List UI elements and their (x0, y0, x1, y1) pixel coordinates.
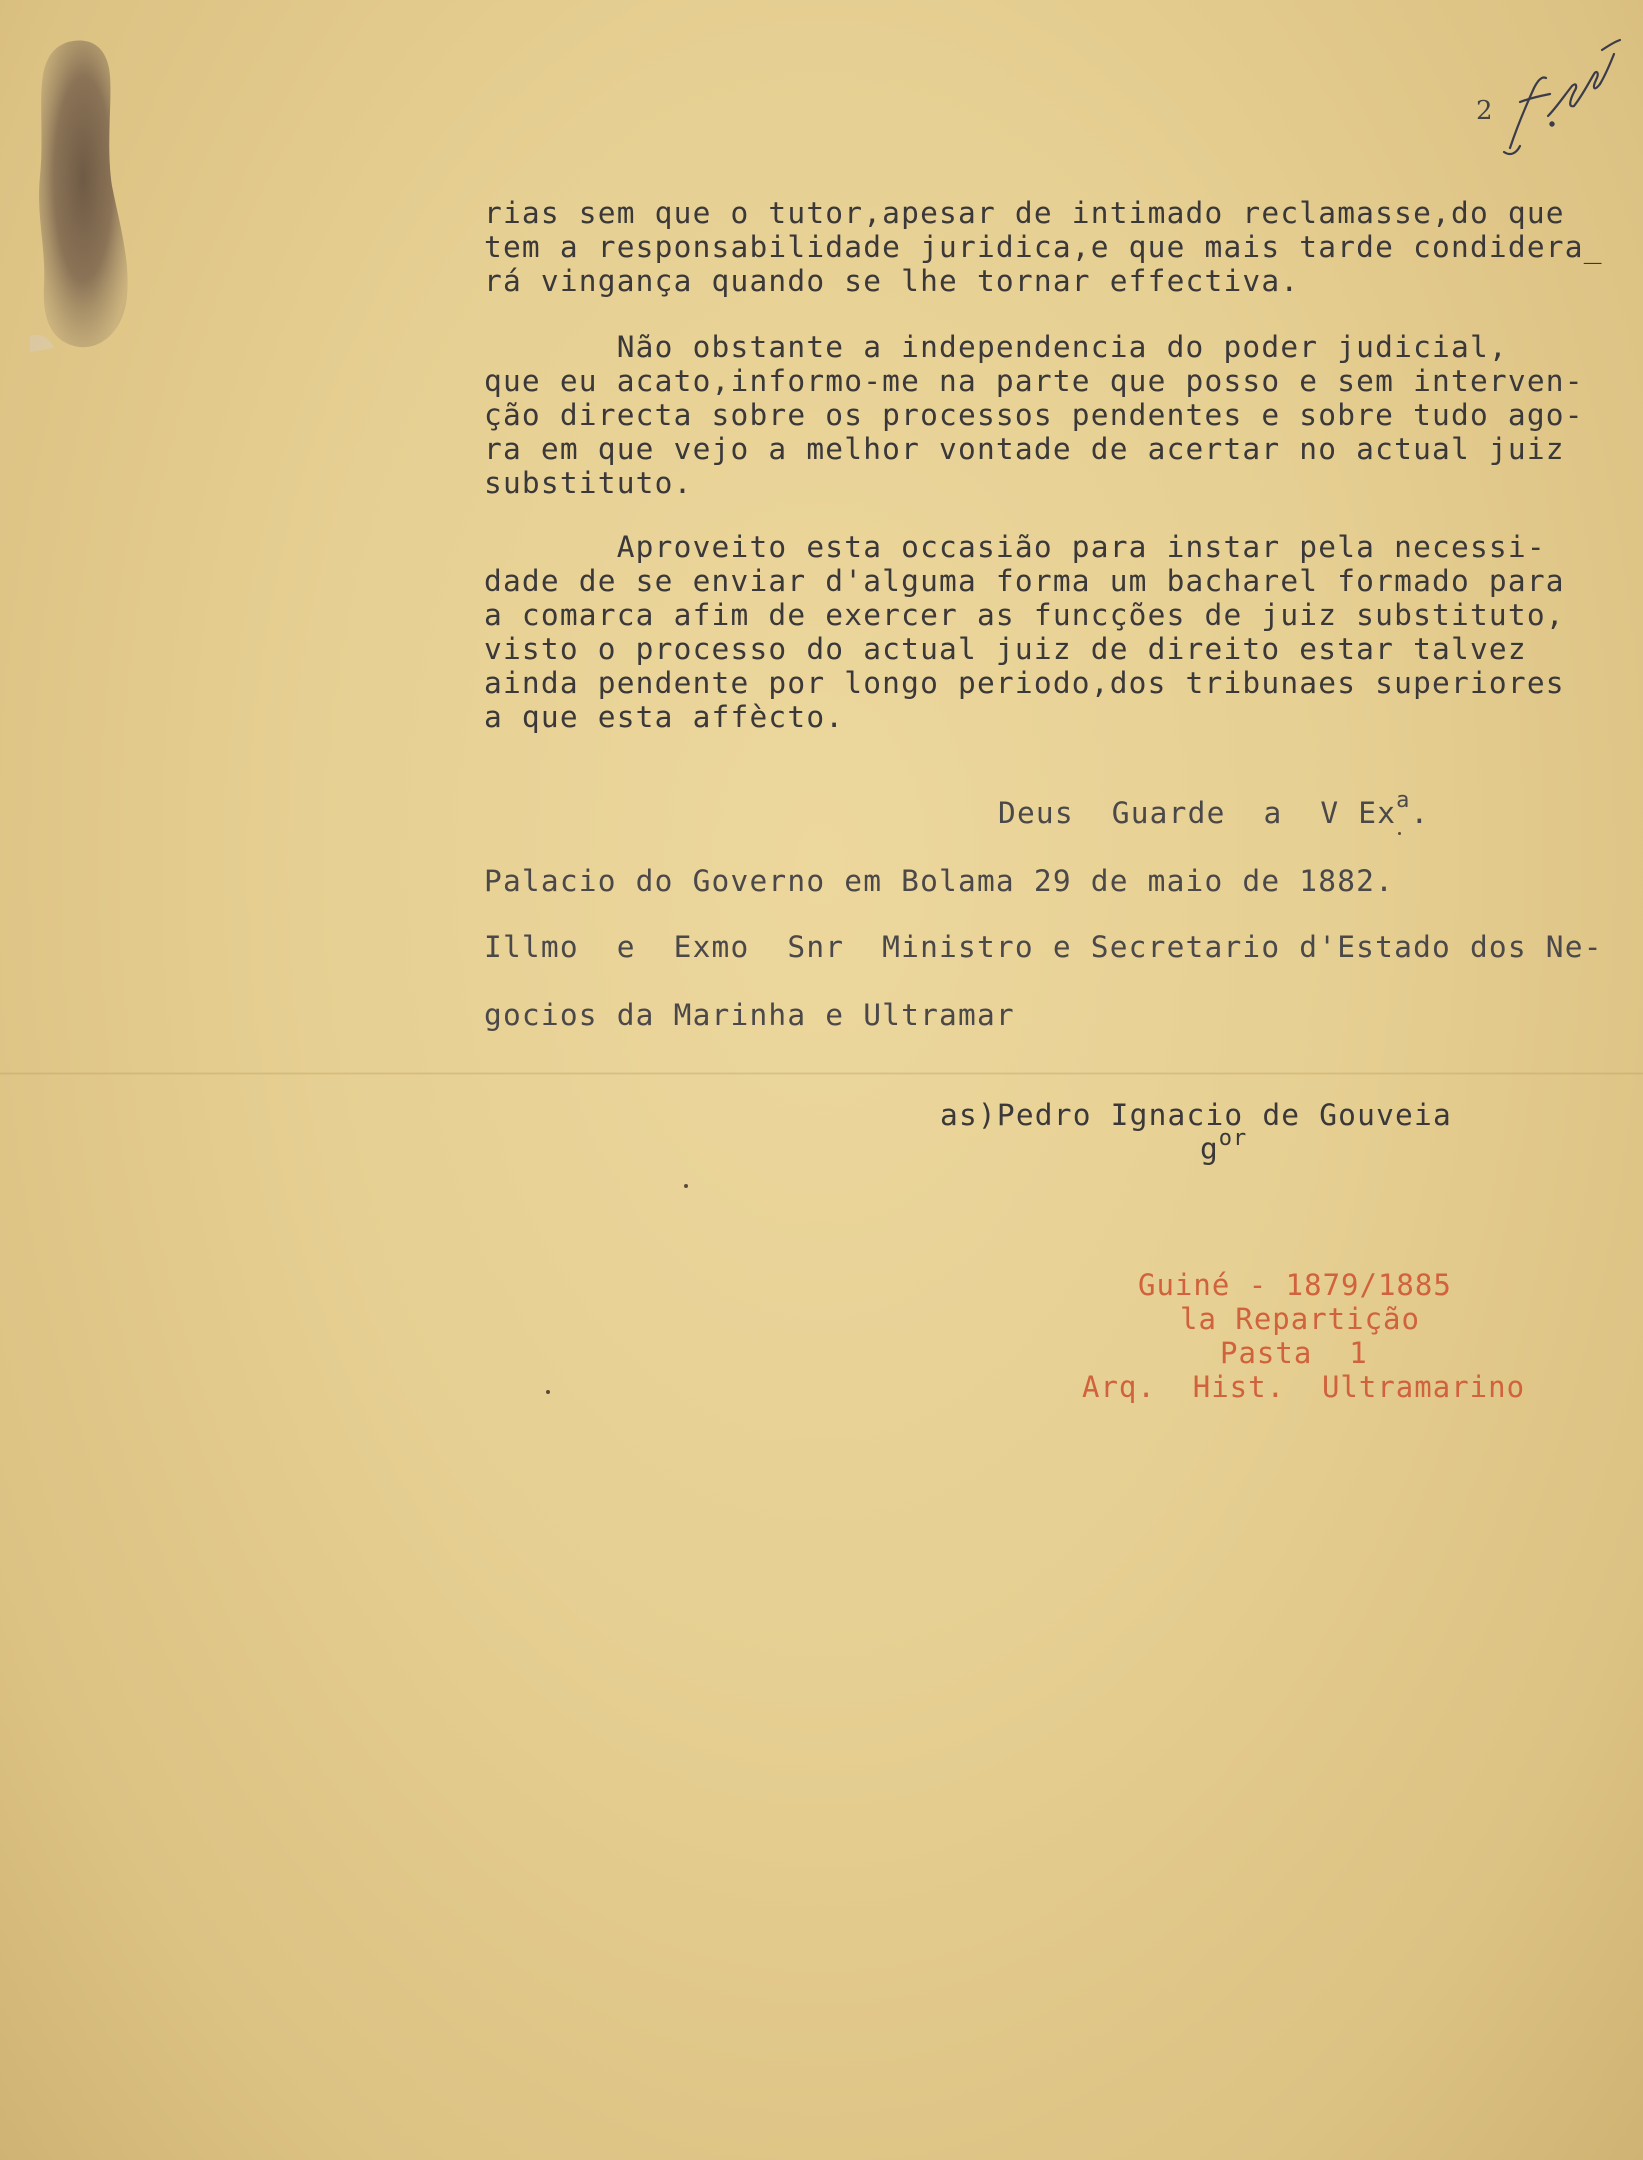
place-date: Palacio do Governo em Bolama 29 de maio de 1882. (484, 864, 1395, 898)
signature-name: as)Pedro Ignacio de Gouveia (940, 1098, 1452, 1132)
body-line: rá vingança quando se lhe tornar effectiva. (484, 264, 1300, 298)
archive-stamp-line-4: Arq. Hist. Ultramarino (1082, 1370, 1526, 1404)
body-line: a que esta affècto. (484, 700, 845, 734)
body-line: Não obstante a independencia do poder judicial, (484, 330, 1508, 364)
archive-stamp-line-2: la Repartição (1180, 1302, 1420, 1336)
signature-title-superscript: or (1218, 1126, 1248, 1151)
body-line: ainda pendente por longo periodo,dos tribunaes superiores (484, 666, 1565, 700)
paper-fold-line (0, 1072, 1643, 1075)
archive-stamp-line-3: Pasta 1 (1220, 1336, 1368, 1370)
body-line: ra em que vejo a melhor vontade de acertar no actual juiz (484, 432, 1565, 466)
handwritten-annotation (1490, 20, 1630, 170)
body-line: Aproveito esta occasião para instar pela necessi- (484, 530, 1546, 564)
salutation-superscript: a (1396, 788, 1411, 813)
closing-salutation: Deus Guarde a V Ex$^a$. (998, 788, 1430, 830)
body-line: rias sem que o tutor,apesar de intimado reclamasse,do que (484, 196, 1565, 230)
archive-stamp-line-1: Guiné - 1879/1885 (1138, 1268, 1452, 1302)
addressee-line-2: gocios da Marinha e Ultramar (484, 998, 1015, 1032)
body-line: visto o processo do actual juiz de direito estar talvez (484, 632, 1527, 666)
salutation-text: Deus Guarde a V Ex (998, 796, 1397, 830)
paper-speck (546, 1390, 550, 1394)
signature-title-text: g (1200, 1132, 1219, 1166)
body-line: que eu acato,informo-me na parte que posso e sem interven- (484, 364, 1584, 398)
paper-speck (1398, 832, 1401, 835)
body-line: substituto. (484, 466, 693, 500)
body-line: tem a responsabilidade juridica,e que mais tarde condidera_ (484, 230, 1603, 264)
stain-mark (30, 36, 132, 352)
signature-title (1200, 1126, 1248, 1166)
body-line: dade de se enviar d'alguma forma um bacharel formado para (484, 564, 1565, 598)
paper-speck (684, 1184, 688, 1188)
body-line: ção directa sobre os processos pendentes e sobre tudo ago- (484, 398, 1584, 432)
page-number: 2 (1476, 96, 1493, 126)
body-line: a comarca afim de exercer as funcções de juiz substituto, (484, 598, 1565, 632)
addressee-line-1: Illmo e Exmo Snr Ministro e Secretario d'Estado dos Ne- (484, 930, 1603, 964)
